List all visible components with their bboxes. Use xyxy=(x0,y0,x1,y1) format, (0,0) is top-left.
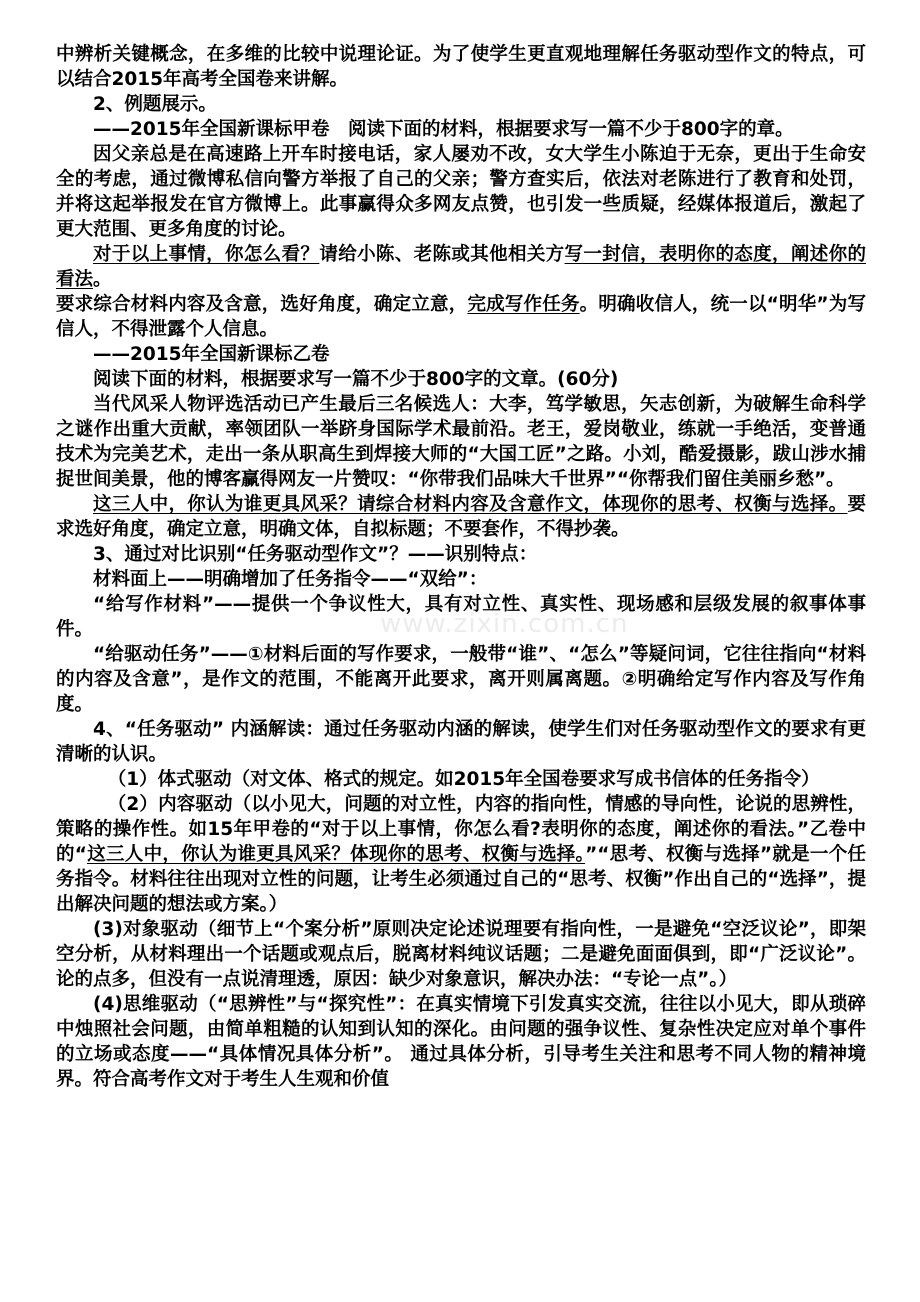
heading-interpretation: 4、“任务驱动” 内涵解读：通过任务驱动内涵的解读，使学生们对任务驱动型作文的要求有更清晰的认识。 xyxy=(56,719,866,765)
exam-a-task-underline-2: 写一封信，表明你的态度，阐述你的看法 xyxy=(56,244,866,290)
exam-b-title: ——2015年全国新课标乙卷 xyxy=(93,344,330,365)
exam-b-task xyxy=(56,492,866,542)
drive-form: （1）体式驱动（对文体、格式的规定。如2015年全国卷要求写成书信体的任务指令） xyxy=(107,769,820,790)
exam-b-task-text: 要求选好角度，确定立意，明确文体，自拟标题；不要套作，不得抄袭。 xyxy=(56,494,866,540)
exam-a-task-text-2: 。 xyxy=(93,269,112,290)
paragraph-intro: 中辨析关键概念，在多维的比较中说理论证。为了使学生更直观地理解任务驱动型作文的特点，可以结合2015年高考全国卷来讲解。 xyxy=(56,44,866,90)
drive-content-text-2: ”“思考、权衡与选择”就是一个任务指令。材料往往出现对立性的问题，让考生必须通过自己的“思考、权衡”作出自己的“选择”，提出解决问题的想法或方案。） xyxy=(56,844,866,915)
exam-a-task-underline-1: 对于以上事情，你怎么看？ xyxy=(93,244,320,265)
drive-object: (3)对象驱动（细节上“个案分析”原则决定论述说理要有指向性，一是避免“空泛议论”，即架空分析，从材料理出一个话题或观点后，脱离材料纯议话题；二是避免面面俱到，即“广泛议论”。论的点多，但没有一点说清理透，原因：缺少对象意识，解决办法：“专论一点”。） xyxy=(56,919,866,990)
watermark: www.zixin.com.cn xyxy=(380,609,629,639)
identify-give-task: “给驱动任务”——①材料后面的写作要求，一般带“谁”、“怎么”等疑问词，它往往指向“材料的内容及含意”，是作文的范围，不能离开此要求，离开则属离题。②明确给定写作内容及写作角度。 xyxy=(56,644,866,715)
exam-a-req-text-1: 要求综合材料内容及含意，选好角度，确定立意， xyxy=(56,294,468,315)
heading-example: 2、例题展示。 xyxy=(93,94,217,115)
drive-content xyxy=(56,792,866,917)
exam-a-material: 因父亲总是在高速路上开车时接电话，家人屡劝不改，女大学生小陈迫于无奈，更出于生命安全的考虑，通过微博私信向警方举报了自己的父亲；警方查实后，依法对老陈进行了教育和处罚，并将这起举报发在官方微博上。此事赢得众多网友点赞，也引发一些质疑，经媒体报道后，激起了更大范围、更多角度的讨论。 xyxy=(56,144,866,240)
identify-give-material: “给写作材料”——提供一个争议性大，具有对立性、真实性、现场感和层级发展的叙事体事件。 xyxy=(56,594,866,640)
exam-b-task-underline: 这三人中，你认为谁更具风采？请综合材料内容及含意作文，体现你的思考、权衡与选择。 xyxy=(93,494,848,515)
drive-thinking: (4)思维驱动（“思辨性”与“探究性”：在真实情境下引发真实交流，往往以小见大，即从琐碎中烛照社会问题，由简单粗糙的认知到认知的深化。由问题的强争议性、复杂性决定应对单个事件的立场或态度——“具体情况具体分析”。 通过具体分析，引导考生关注和思考不同人物的精神境界。符合高考作文对于考生人生观和价值 xyxy=(56,994,866,1090)
exam-a-task xyxy=(56,242,866,292)
identify-material: 材料面上——明确增加了任务指令——“双给”： xyxy=(93,569,488,590)
exam-a-requirement xyxy=(56,292,866,342)
drive-content-underline: 这三人中，你认为谁更具风采？体现你的思考、权衡与选择。 xyxy=(86,844,586,865)
exam-b-instruction: 阅读下面的材料，根据要求写一篇不少于800字的文章。(60分) xyxy=(93,369,619,390)
exam-a-req-text-2: 。明确收信人，统一以“明华”为写信人，不得泄露个人信息。 xyxy=(56,294,866,340)
exam-a-req-underline: 完成写作任务 xyxy=(467,294,580,315)
heading-identify: 3、通过对比识别“任务驱动型作文”？——识别特点： xyxy=(93,544,538,565)
exam-a-title: ——2015年全国新课标甲卷 阅读下面的材料，根据要求写一篇不少于800字的章。 xyxy=(93,119,794,140)
exam-b-material: 当代风采人物评选活动已产生最后三名候选人：大李，笃学敏思，矢志创新，为破解生命科学之谜作出重大贡献，率领团队一举跻身国际学术最前沿。老王，爱岗敬业，练就一手绝活，变普通技术为完美艺术，走出一条从职高生到焊接大师的“大国工匠”之路。小刘，酷爱摄影，跋山涉水捕捉世间美景，他的博客赢得网友一片赞叹：“你带我们品味大千世界”“你帮我们留住美丽乡愁”。 xyxy=(56,394,866,490)
drive-content-text-1: （2）内容驱动（以小见大，问题的对立性，内容的指向性，情感的导向性，论说的思辨性，策略的操作性。如15年甲卷的“对于以上事情，你怎么看?表明你的态度，阐述你的看法。”乙卷中的“ xyxy=(56,794,866,865)
exam-a-task-text-1: 请给小陈、老陈或其他相关方 xyxy=(319,244,565,265)
